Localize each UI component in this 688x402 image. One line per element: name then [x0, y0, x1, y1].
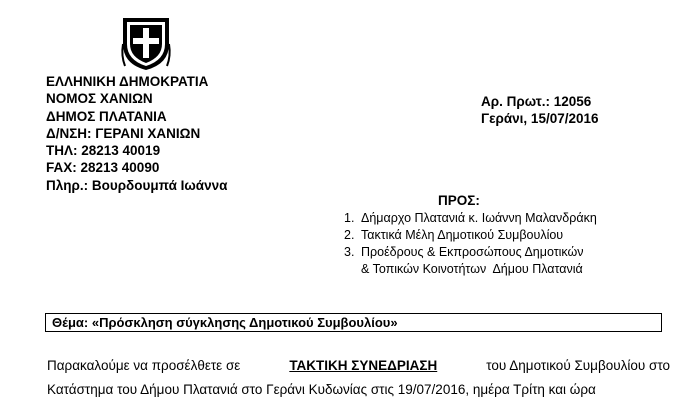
- body-text-post: του Δημοτικού Συμβουλίου στο: [486, 358, 670, 373]
- body-line: [47, 354, 670, 378]
- sender-line: Δ/ΝΣΗ: ΓΕΡΑΝΙ ΧΑΝΙΩΝ: [46, 125, 201, 141]
- sender-line: ΕΛΛΗΝΙΚΗ ΔΗΜΟΚΡΑΤΙΑ: [46, 74, 209, 89]
- body-text: [47, 354, 670, 402]
- sender-line: ΔΗΜΟΣ ΠΛΑΤΑΝΙΑ: [46, 108, 167, 124]
- greek-coat-of-arms-icon: [117, 14, 175, 72]
- reference-block: [481, 93, 599, 128]
- sender-line: ΝΟΜΟΣ ΧΑΝΙΩΝ: [46, 91, 153, 107]
- subject-box: Θέμα: «Πρόσκληση σύγκλησης Δημοτικού Συμβουλίου»: [45, 313, 662, 332]
- recipients-list: [344, 210, 597, 278]
- meeting-type: ΤΑΚΤΙΚΗ ΣΥΝΕΔΡΙΑΣΗ: [289, 358, 438, 373]
- sender-block: [46, 73, 227, 194]
- list-number: 3.: [344, 245, 355, 259]
- list-text: Προέδρους & Εκπροσώπους Δημοτικών: [361, 245, 584, 259]
- list-item: [344, 244, 597, 261]
- sender-line: ΤΗΛ: 28213 40019: [46, 143, 161, 159]
- protocol-number: Αρ. Πρωτ.: 12056: [481, 94, 592, 109]
- list-text: Τακτικά Μέλη Δημοτικού Συμβουλίου: [361, 228, 564, 242]
- sender-line: Πληρ.: Βουρδουμπά Ιωάννα: [46, 177, 228, 193]
- place-date: Γεράνι, 15/07/2016: [481, 111, 599, 127]
- list-item: [344, 210, 597, 227]
- recipients-label: ΠΡΟΣ:: [438, 193, 480, 208]
- list-text: Δήμαρχο Πλατανιά κ. Ιωάννη Μαλανδράκη: [361, 211, 597, 225]
- list-item: [344, 227, 597, 244]
- list-number: 2.: [344, 228, 355, 242]
- list-item-continuation: & Τοπικών Κοινοτήτων Δήμου Πλατανιά: [361, 262, 583, 276]
- list-number: 1.: [344, 211, 355, 225]
- body-line: Κατάστημα του Δήμου Πλατανιά στο Γεράνι Κυδωνίας στις 19/07/2016, ημέρα Τρίτη και ώρα: [47, 382, 596, 397]
- sender-line: FAX: 28213 40090: [46, 160, 160, 176]
- body-text-pre: Παρακαλούμε να προσέλθετε σε: [47, 358, 241, 373]
